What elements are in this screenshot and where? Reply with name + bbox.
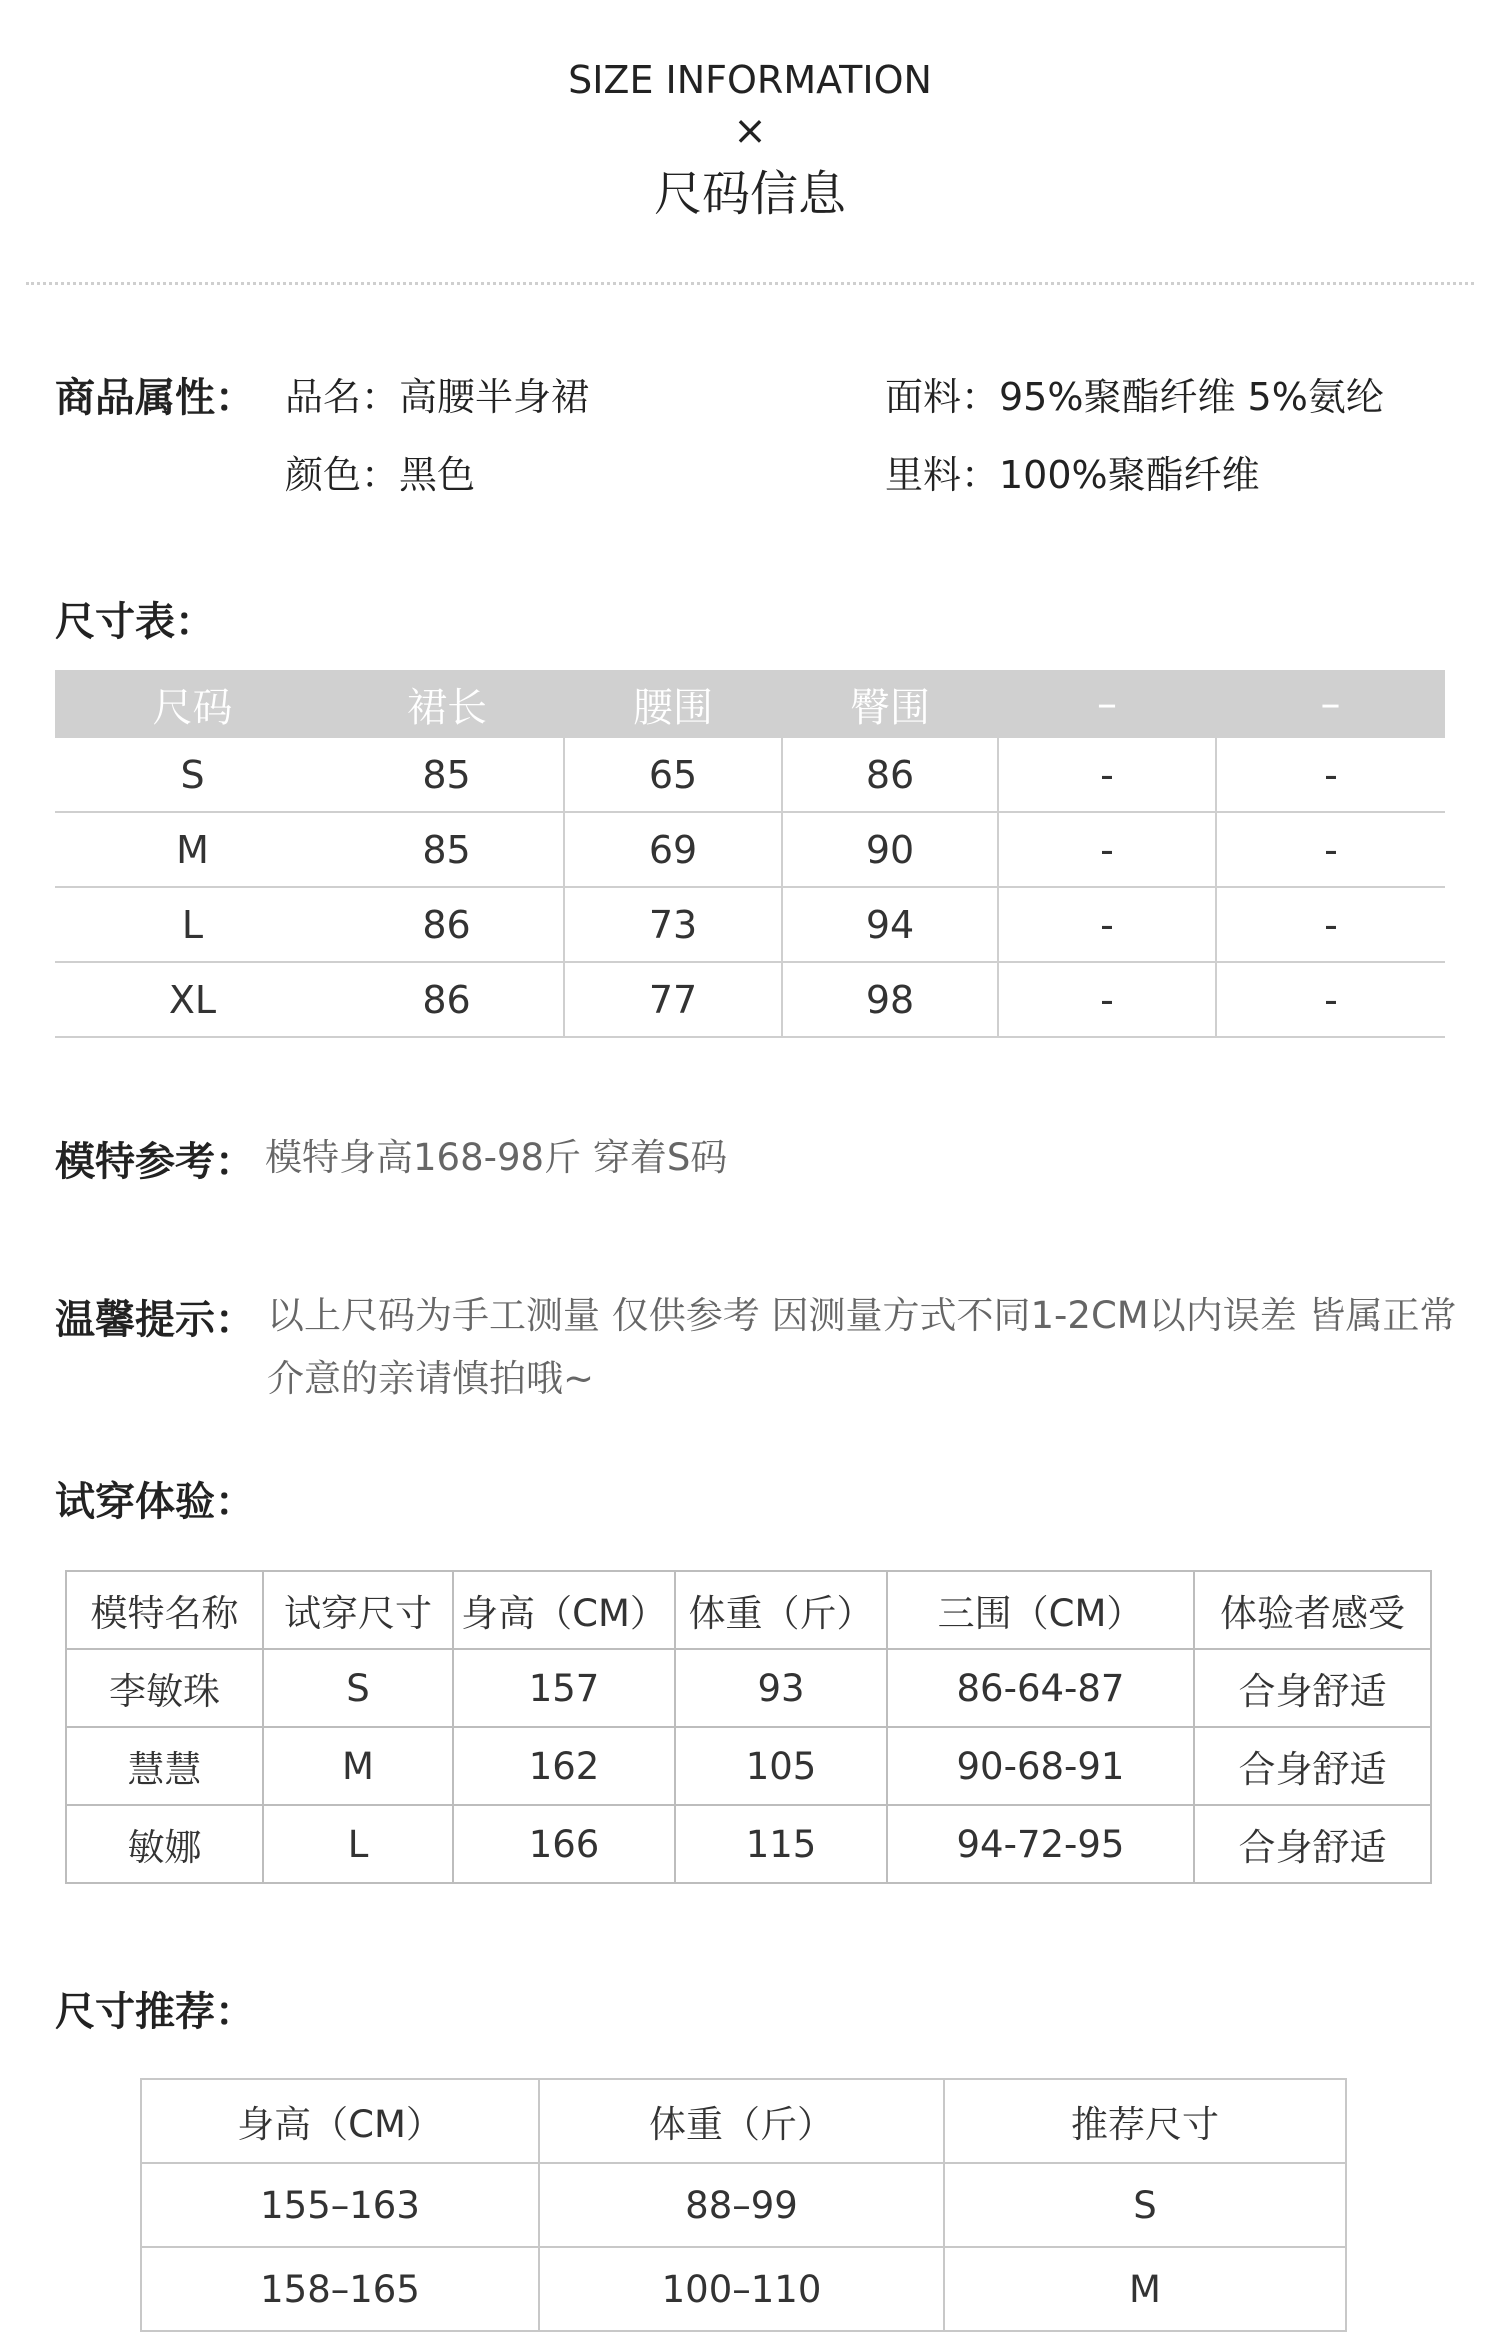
recommend-header: 体重（斤） <box>539 2079 944 2163</box>
table-cell: XL <box>55 962 330 1037</box>
size-chart-header: 臀围 <box>782 670 998 738</box>
recommend-header: 推荐尺寸 <box>944 2079 1346 2163</box>
table-cell: 115 <box>675 1805 887 1883</box>
size-chart-header: – <box>1216 670 1445 738</box>
table-cell: 86 <box>330 887 564 962</box>
header-separator: × <box>733 108 767 154</box>
tips-line-2: 介意的亲请慎拍哦~ <box>267 1357 595 1400</box>
table-cell: 93 <box>675 1649 887 1727</box>
table-row <box>66 1649 1431 1727</box>
size-chart-header: – <box>998 670 1216 738</box>
try-on-header: 三围（CM） <box>887 1571 1194 1649</box>
table-cell: S <box>55 738 330 812</box>
size-chart-table <box>55 670 1445 1038</box>
table-cell: 90 <box>782 812 998 887</box>
table-cell: - <box>998 887 1216 962</box>
table-cell: 85 <box>330 738 564 812</box>
try-on-header-row <box>66 1571 1431 1649</box>
tips-label: 温馨提示： <box>55 1297 255 1343</box>
table-cell: 94 <box>782 887 998 962</box>
table-cell: 敏娜 <box>66 1805 263 1883</box>
table-row <box>55 887 1445 962</box>
table-row <box>141 2247 1346 2331</box>
tips-line-1: 以上尺码为手工测量 仅供参考 因测量方式不同1-2CM以内误差 皆属正常 <box>267 1294 1457 1337</box>
table-cell: 100–110 <box>539 2247 944 2331</box>
table-cell: S <box>263 1649 453 1727</box>
table-cell: - <box>1216 812 1445 887</box>
attributes-label: 商品属性： <box>55 375 255 421</box>
table-cell: 李敏珠 <box>66 1649 263 1727</box>
table-cell: - <box>1216 887 1445 962</box>
try-on-header: 模特名称 <box>66 1571 263 1649</box>
table-cell: 慧慧 <box>66 1727 263 1805</box>
size-chart-label: 尺寸表： <box>55 599 215 645</box>
table-row <box>141 2163 1346 2247</box>
table-cell: 合身舒适 <box>1194 1805 1431 1883</box>
table-cell: - <box>1216 738 1445 812</box>
table-cell: 65 <box>564 738 782 812</box>
table-cell: 86 <box>782 738 998 812</box>
table-cell: 166 <box>453 1805 675 1883</box>
table-cell: - <box>998 962 1216 1037</box>
size-chart-header: 腰围 <box>564 670 782 738</box>
table-cell: L <box>55 887 330 962</box>
recommend-header-row <box>141 2079 1346 2163</box>
table-row <box>55 738 1445 812</box>
recommend-label: 尺寸推荐： <box>55 1989 255 2035</box>
try-on-header: 身高（CM） <box>453 1571 675 1649</box>
dotted-divider <box>26 282 1474 285</box>
table-cell: 合身舒适 <box>1194 1649 1431 1727</box>
table-cell: M <box>263 1727 453 1805</box>
attr-name: 品名：高腰半身裙 <box>285 375 590 419</box>
table-cell: 98 <box>782 962 998 1037</box>
attr-fabric: 面料：95%聚酯纤维 5%氨纶 <box>885 375 1384 419</box>
table-cell: 105 <box>675 1727 887 1805</box>
table-row <box>55 812 1445 887</box>
table-row <box>66 1805 1431 1883</box>
header-title-en: SIZE INFORMATION <box>568 58 932 102</box>
attr-lining: 里料：100%聚酯纤维 <box>885 453 1260 497</box>
recommend-table <box>140 2078 1347 2332</box>
table-cell: 158–165 <box>141 2247 539 2331</box>
table-cell: 162 <box>453 1727 675 1805</box>
model-ref-text: 模特身高168-98斤 穿着S码 <box>265 1136 728 1179</box>
size-chart-header: 裙长 <box>330 670 564 738</box>
size-chart-header-row <box>55 670 1445 738</box>
table-cell: 77 <box>564 962 782 1037</box>
table-row <box>66 1727 1431 1805</box>
header-title-cn: 尺码信息 <box>653 166 846 222</box>
recommend-header: 身高（CM） <box>141 2079 539 2163</box>
size-chart-header: 尺码 <box>55 670 330 738</box>
table-cell: 合身舒适 <box>1194 1727 1431 1805</box>
table-cell: 73 <box>564 887 782 962</box>
table-cell: M <box>944 2247 1346 2331</box>
table-cell: 157 <box>453 1649 675 1727</box>
try-on-label: 试穿体验： <box>55 1479 255 1525</box>
model-ref-label: 模特参考： <box>55 1139 255 1185</box>
try-on-table <box>65 1570 1432 1884</box>
table-cell: - <box>1216 962 1445 1037</box>
table-cell: L <box>263 1805 453 1883</box>
table-cell: - <box>998 738 1216 812</box>
table-cell: 86-64-87 <box>887 1649 1194 1727</box>
table-row <box>55 962 1445 1037</box>
table-cell: 94-72-95 <box>887 1805 1194 1883</box>
table-cell: 85 <box>330 812 564 887</box>
attr-color: 颜色：黑色 <box>285 453 476 497</box>
table-cell: M <box>55 812 330 887</box>
table-cell: 86 <box>330 962 564 1037</box>
try-on-header: 体验者感受 <box>1194 1571 1431 1649</box>
table-cell: 69 <box>564 812 782 887</box>
table-cell: 155–163 <box>141 2163 539 2247</box>
table-cell: S <box>944 2163 1346 2247</box>
table-cell: 90-68-91 <box>887 1727 1194 1805</box>
try-on-header: 体重（斤） <box>675 1571 887 1649</box>
try-on-header: 试穿尺寸 <box>263 1571 453 1649</box>
table-cell: - <box>998 812 1216 887</box>
table-cell: 88–99 <box>539 2163 944 2247</box>
